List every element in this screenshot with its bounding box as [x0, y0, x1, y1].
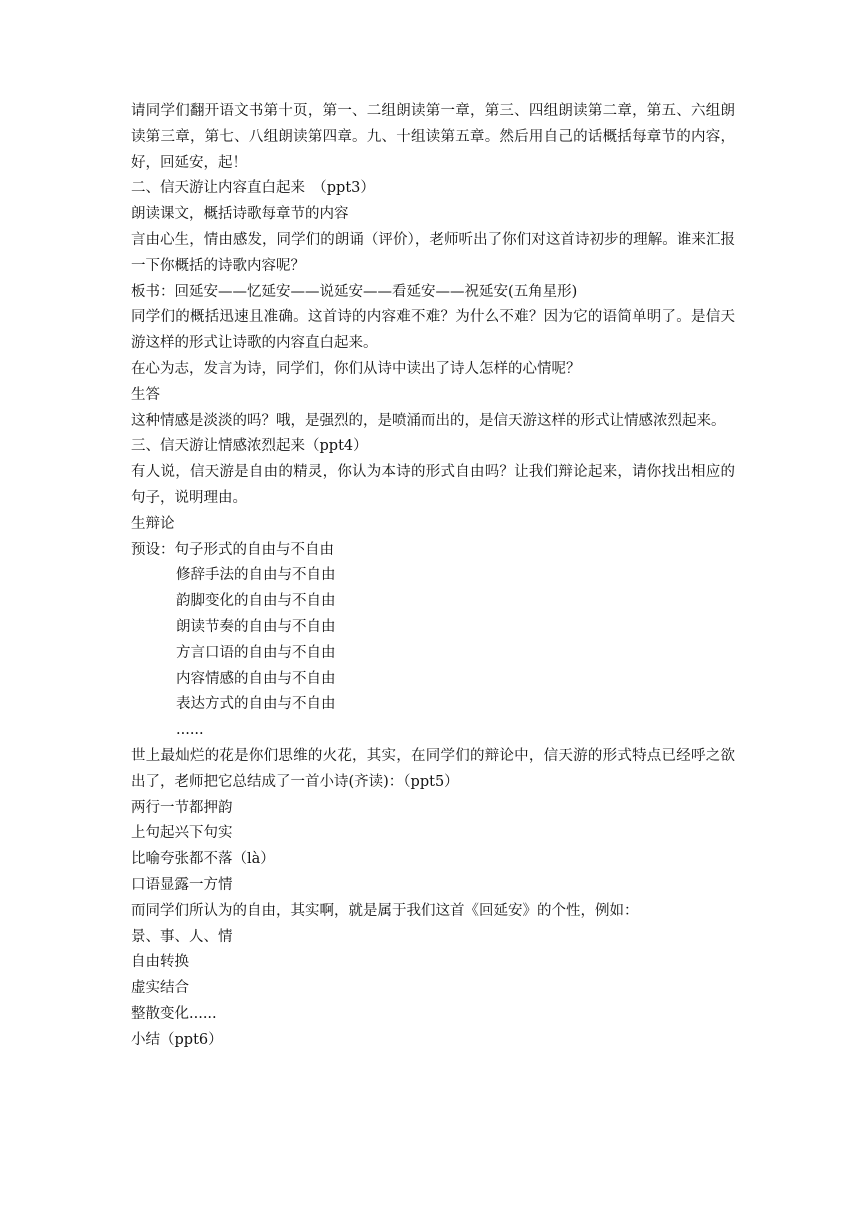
paragraph-debate-prompt: 有人说，信天游是自由的精灵，你认为本诗的形式自由吗？让我们辩论起来，请你找出相应的句子，说明理由。	[131, 464, 735, 506]
list-item-preset: 修辞手法的自由与不自由	[176, 567, 336, 584]
paragraph-freedom: 而同学们所认为的自由，其实啊，就是属于我们这首《回延安》的个性，例如：	[131, 902, 639, 919]
paragraph-student-debate: 生辩论	[131, 515, 175, 532]
list-item-feature: 景、事、人、情	[131, 928, 233, 945]
paragraph-board-writing: 板书：回延安——忆延安——说延安——看延安——祝延安(五角星形)	[131, 283, 578, 300]
list-item-feature: 自由转换	[131, 954, 189, 971]
paragraph-emotion: 这种情感是淡淡的吗？哦，是强烈的，是喷涌而出的，是信天游这样的形式让情感浓烈起来。	[131, 412, 726, 429]
list-item-preset: 表达方式的自由与不自由	[176, 696, 336, 713]
poem-line: 上句起兴下句实	[131, 825, 233, 842]
list-item-feature: 虚实结合	[131, 980, 189, 997]
poem-line: 比喻夸张都不落（là）	[131, 851, 275, 868]
poem-line: 口语显露一方情	[131, 876, 233, 893]
list-item-preset: 预设：句子形式的自由与不自由	[131, 541, 334, 558]
section-heading-2: 二、信天游让内容直白起来 （ppt3）	[131, 180, 375, 197]
document-body	[131, 99, 735, 1053]
section-heading-3: 三、信天游让情感浓烈起来（ppt4）	[131, 438, 368, 455]
paragraph-summary-poem-intro: 世上最灿烂的花是你们思维的火花，其实，在同学们的辩论中，信天游的形式特点已经呼之欲出了，老师把它总结成了一首小诗(齐读)：（ppt5）	[131, 747, 735, 790]
paragraph-mood-question: 在心为志，发言为诗，同学们，你们从诗中读出了诗人怎样的心情呢？	[131, 360, 581, 377]
paragraph-summarize-task: 朗读课文，概括诗歌每章节的内容	[131, 206, 349, 223]
list-item-preset: 朗读节奏的自由与不自由	[176, 618, 336, 635]
list-ellipsis: ......	[176, 722, 204, 739]
list-item-preset: 韵脚变化的自由与不自由	[176, 593, 336, 610]
paragraph-content-plain: 同学们的概括迅速且准确。这首诗的内容难不难？为什么不难？因为它的语简单明了。是信天游这样的形式让诗歌的内容直白起来。	[131, 309, 735, 352]
paragraph-student-answer: 生答	[131, 386, 160, 403]
paragraph-report: 言由心生，情由感发，同学们的朗诵（评价），老师听出了你们对这首诗初步的理解。谁来汇报一下你概括的诗歌内容呢？	[131, 231, 735, 274]
list-item-preset: 内容情感的自由与不自由	[176, 670, 336, 687]
list-item-feature: 整散变化......	[131, 1005, 217, 1022]
paragraph-conclusion: 小结（ppt6）	[131, 1031, 223, 1048]
list-item-preset: 方言口语的自由与不自由	[176, 644, 336, 661]
poem-line: 两行一节都押韵	[131, 799, 233, 816]
paragraph-reading-instructions: 请同学们翻开语文书第十页，第一、二组朗读第一章，第三、四组朗读第二章，第五、六组朗读第三章，第七、八组朗读第四章。九、十组读第五章。然后用自己的话概括每章节的内容，好，回延安，起！	[131, 103, 735, 171]
